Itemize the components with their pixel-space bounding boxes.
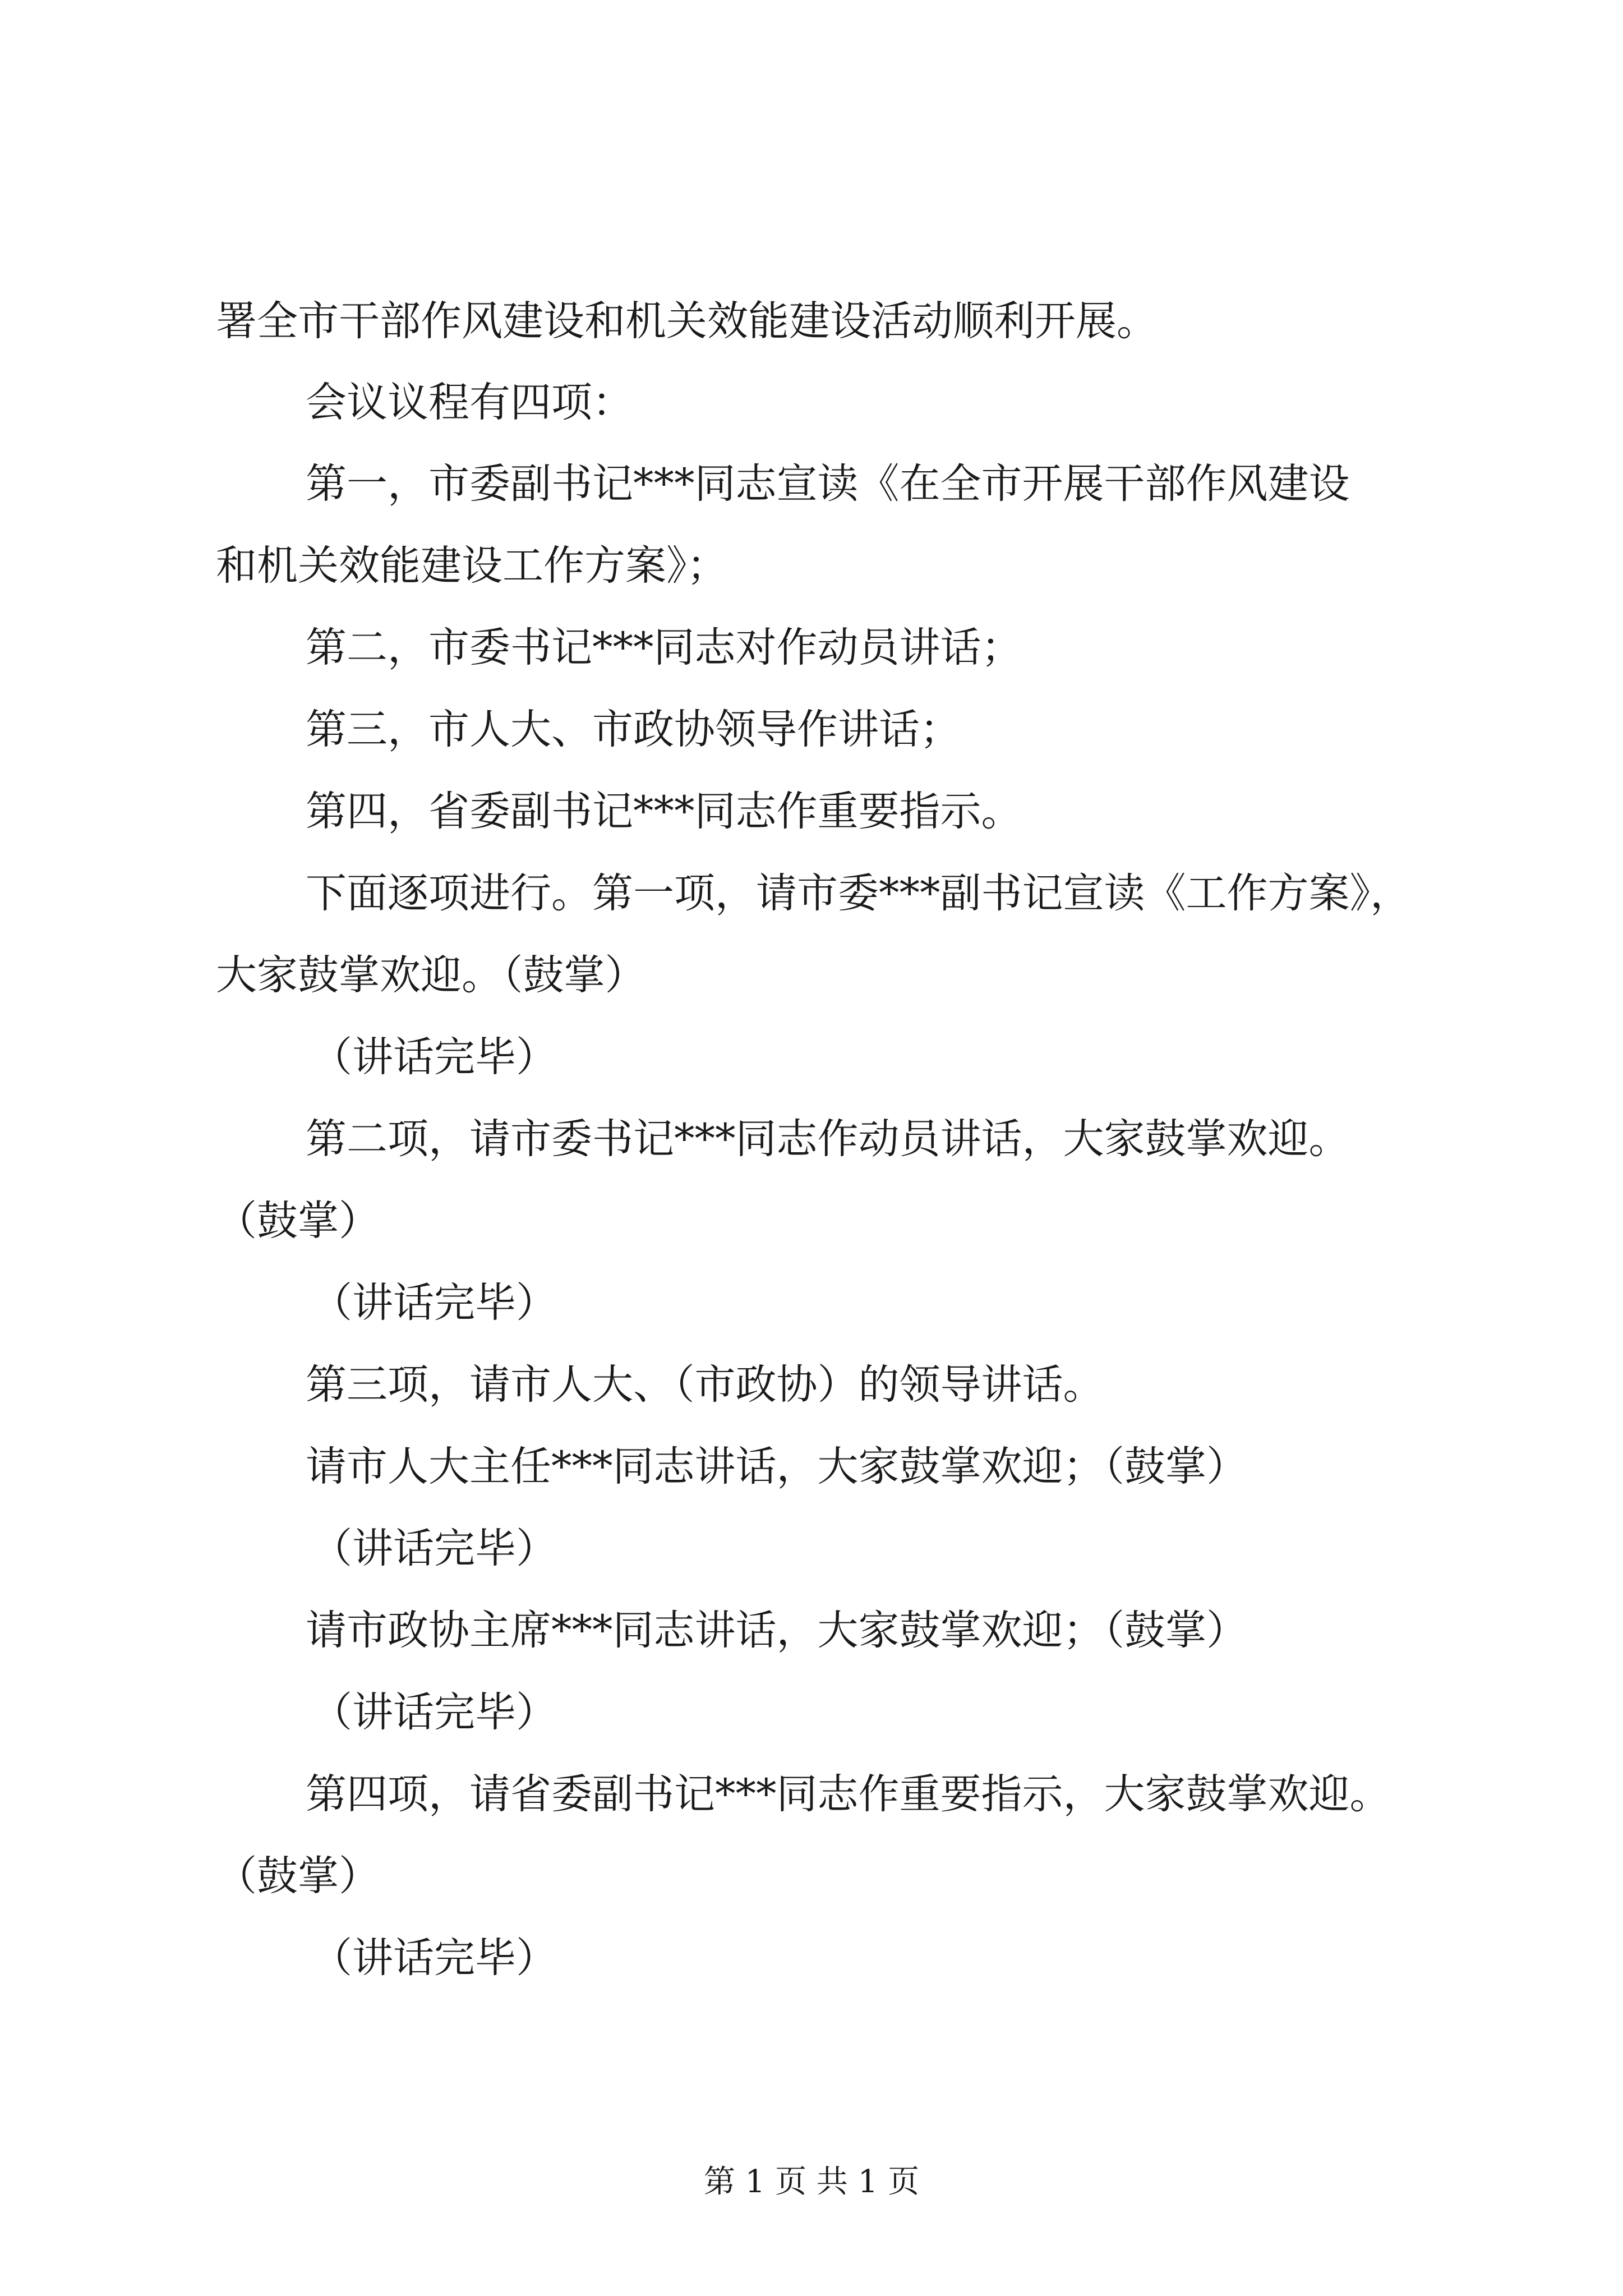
paragraph-line: 第一，市委副书记***同志宣读《在全市开展干部作风建设 [306,460,1350,508]
paragraph-line: （鼓掌） [216,1852,380,1900]
paragraph-line: 第二，市委书记***同志对作动员讲话； [306,624,1022,671]
paragraph-line: 第三，市人大、市政协领导作讲话； [306,706,961,753]
paragraph-line: （讲话完毕） [311,1279,557,1327]
paragraph-line: 署全市干部作风建设和机关效能建设活动顺利开展。 [216,297,1158,345]
paragraph-line: 第四项，请省委副书记***同志作重要指示，大家鼓掌欢迎。 [306,1770,1391,1818]
paragraph-line: 请市人大主任***同志讲话，大家鼓掌欢迎；（鼓掌） [306,1443,1247,1490]
paragraph-line: 和机关效能建设工作方案》； [216,542,728,590]
paragraph-line: 请市政协主席***同志讲话，大家鼓掌欢迎；（鼓掌） [306,1607,1247,1654]
paragraph-line: （讲话完毕） [311,1525,557,1572]
paragraph-line: 第二项，请市委书记***同志作动员讲话，大家鼓掌欢迎。 [306,1115,1350,1163]
paragraph-line: 大家鼓掌欢迎。（鼓掌） [216,951,646,999]
paragraph-line: 第三项，请市人大、（市政协）的领导讲话。 [306,1361,1104,1409]
paragraph-line: 第四，省委副书记***同志作重要指示。 [306,788,1022,835]
paragraph-line: （讲话完毕） [311,1033,557,1081]
paragraph-line: 下面逐项进行。第一项，请市委***副书记宣读《工作方案》， [306,869,1411,917]
paragraph-line: （讲话完毕） [311,1934,557,1982]
paragraph-line: （鼓掌） [216,1197,380,1245]
paragraph-line: 会议议程有四项： [306,379,633,426]
paragraph-line: （讲话完毕） [311,1688,557,1736]
page-footer: 第 1 页 共 1 页 [703,2164,920,2200]
